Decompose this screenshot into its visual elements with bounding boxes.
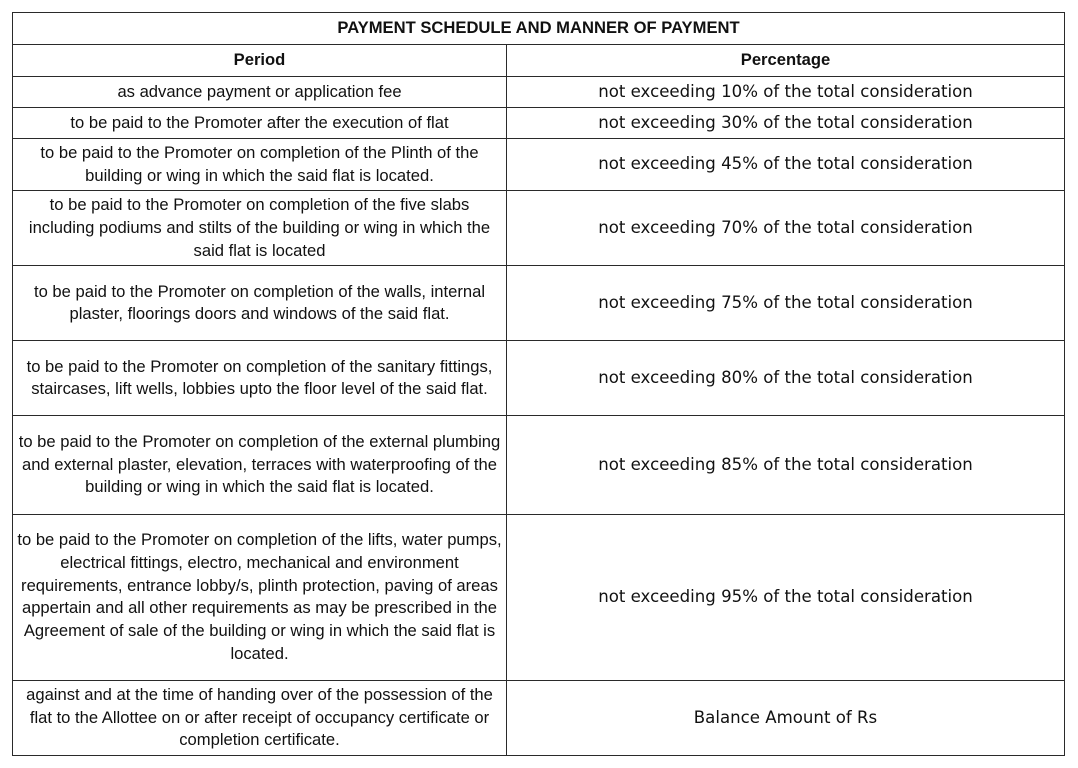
percentage-cell: not exceeding 70% of the total consideration	[507, 191, 1065, 266]
table-row	[13, 680, 1065, 755]
table-row	[13, 514, 1065, 680]
column-header-percentage: Percentage	[507, 45, 1065, 77]
table-row	[13, 266, 1065, 341]
period-cell: to be paid to the Promoter on completion of the five slabs including podiums and stilts of the building or wing in which the said flat is located	[13, 191, 507, 266]
header-row	[13, 45, 1065, 77]
period-cell: to be paid to the Promoter on completion of the Plinth of the building or wing in which the said flat is located.	[13, 139, 507, 191]
table-row	[13, 416, 1065, 514]
percentage-cell: not exceeding 45% of the total consideration	[507, 139, 1065, 191]
title-row	[13, 13, 1065, 45]
table-row	[13, 77, 1065, 108]
column-header-period: Period	[13, 45, 507, 77]
payment-schedule-table	[12, 12, 1065, 756]
table-row	[13, 341, 1065, 416]
percentage-cell: not exceeding 30% of the total consideration	[507, 108, 1065, 139]
table-row	[13, 139, 1065, 191]
period-cell: against and at the time of handing over of the possession of the flat to the Allottee on or after receipt of occupancy certificate or completion certificate.	[13, 680, 507, 755]
period-cell: to be paid to the Promoter on completion of the walls, internal plaster, floorings doors and windows of the said flat.	[13, 266, 507, 341]
period-cell: as advance payment or application fee	[13, 77, 507, 108]
percentage-cell: not exceeding 75% of the total consideration	[507, 266, 1065, 341]
table-title: PAYMENT SCHEDULE AND MANNER OF PAYMENT	[13, 13, 1065, 45]
period-cell: to be paid to the Promoter on completion of the lifts, water pumps, electrical fittings, electro, mechanical and environment requirements, entrance lobby/s, plinth protection, paving of areas appertain and all other requirements as may be prescribed in the Agreement of sale of the building or wing in which the said flat is located.	[13, 514, 507, 680]
percentage-cell: not exceeding 85% of the total consideration	[507, 416, 1065, 514]
percentage-cell: not exceeding 10% of the total consideration	[507, 77, 1065, 108]
period-cell: to be paid to the Promoter on completion of the sanitary fittings, staircases, lift wells, lobbies upto the floor level of the said flat.	[13, 341, 507, 416]
percentage-cell: not exceeding 80% of the total consideration	[507, 341, 1065, 416]
period-cell: to be paid to the Promoter after the execution of flat	[13, 108, 507, 139]
payment-schedule-wrapper	[12, 12, 1064, 756]
table-row	[13, 191, 1065, 266]
percentage-cell: not exceeding 95% of the total consideration	[507, 514, 1065, 680]
percentage-cell: Balance Amount of Rs	[507, 680, 1065, 755]
period-cell: to be paid to the Promoter on completion of the external plumbing and external plaster, elevation, terraces with waterproofing of the building or wing in which the said flat is located.	[13, 416, 507, 514]
table-row	[13, 108, 1065, 139]
